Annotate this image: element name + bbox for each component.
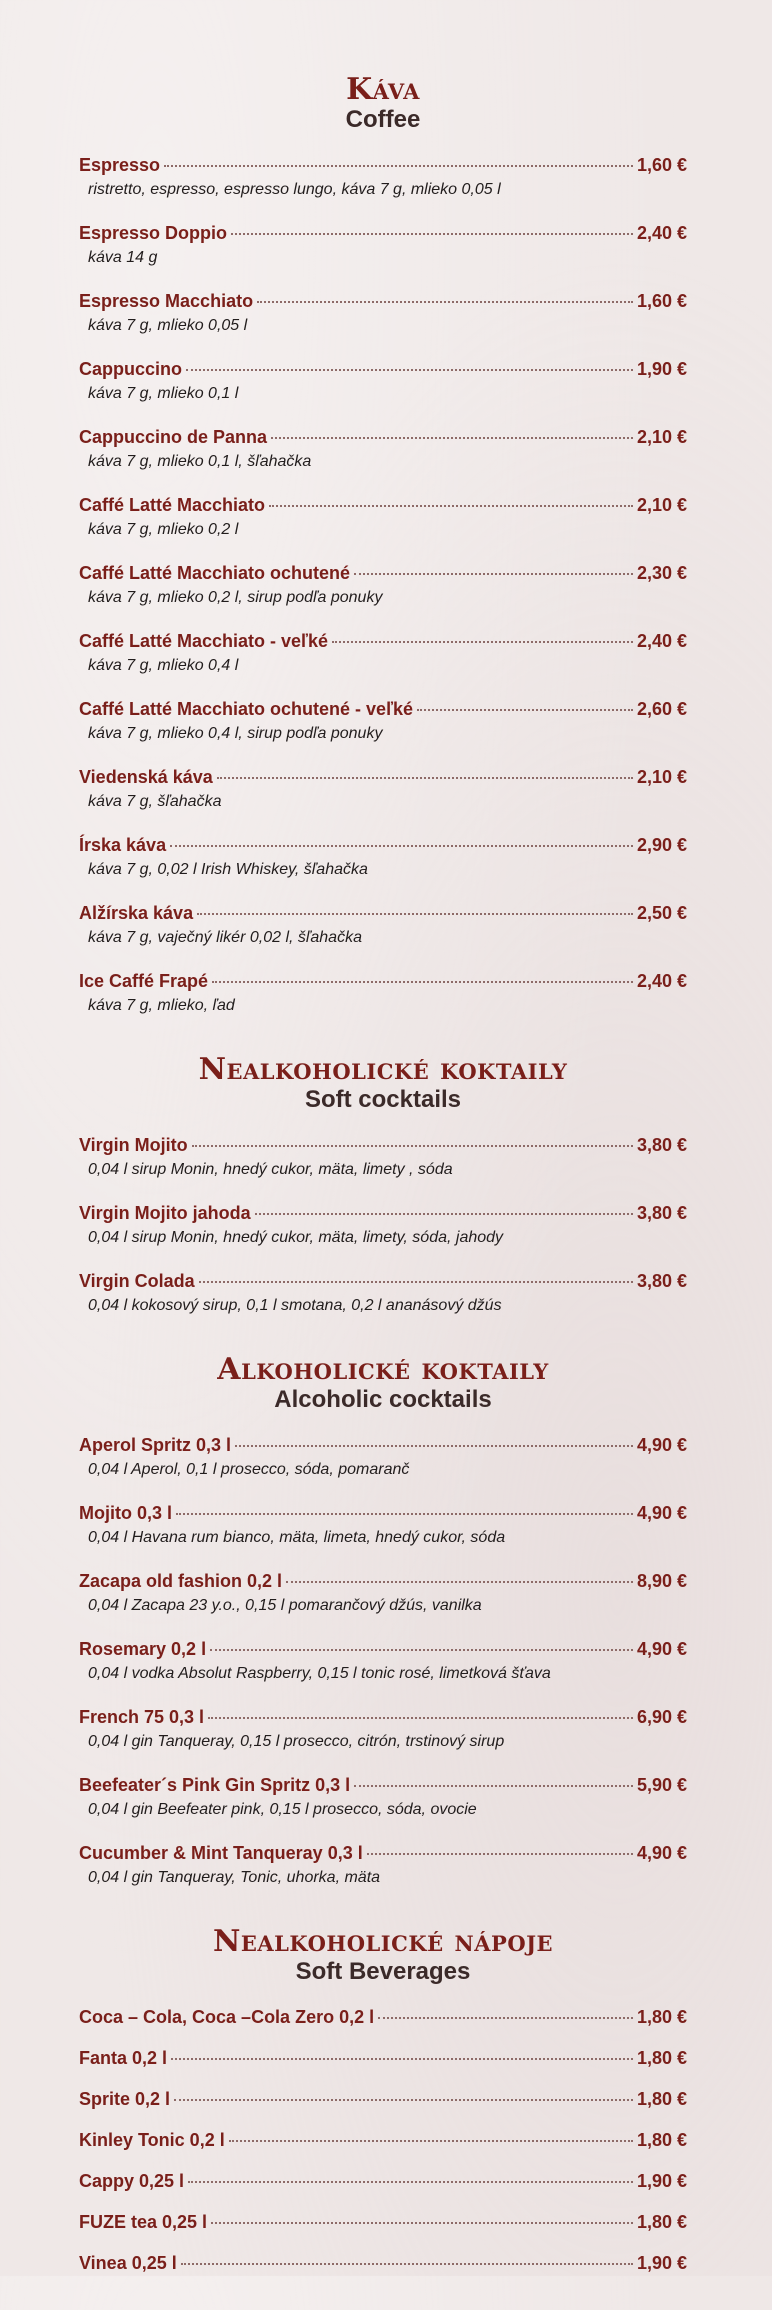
menu-item-row bbox=[79, 1134, 687, 1156]
menu-item bbox=[79, 1774, 687, 1820]
item-description: 0,04 l gin Beefeater pink, 0,15 l prosecco, sóda, ovocie bbox=[88, 1801, 477, 1818]
menu-item bbox=[79, 358, 687, 404]
menu-item-row bbox=[79, 1774, 687, 1796]
menu-item-row bbox=[79, 358, 687, 380]
item-name: Cappuccino de Panna bbox=[79, 427, 268, 447]
menu-item-row bbox=[79, 902, 687, 924]
section-title: Káva bbox=[346, 72, 420, 107]
item-price: 2,40 € bbox=[636, 631, 687, 651]
menu-section bbox=[79, 1052, 687, 1316]
item-description: káva 7 g, mlieko 0,4 l, sirup podľa ponuky bbox=[88, 725, 383, 742]
menu-item bbox=[79, 1842, 687, 1888]
item-description: káva 7 g, vaječný likér 0,02 l, šľahačka bbox=[88, 929, 362, 946]
item-description: 0,04 l kokosový sirup, 0,1 l smotana, 0,2 l ananásový džús bbox=[88, 1297, 502, 1314]
dotted-leader bbox=[164, 165, 633, 167]
item-price: 1,80 € bbox=[636, 2130, 687, 2150]
dotted-leader bbox=[231, 233, 633, 235]
item-price: 4,90 € bbox=[636, 1435, 687, 1455]
item-description: 0,04 l sirup Monin, hnedý cukor, mäta, limety, sóda, jahody bbox=[88, 1229, 504, 1246]
dotted-leader bbox=[197, 913, 633, 915]
item-name: Ice Caffé Frapé bbox=[79, 971, 209, 991]
item-name: Aperol Spritz 0,3 l bbox=[79, 1435, 232, 1455]
menu-section bbox=[79, 72, 687, 1016]
menu-items bbox=[79, 2006, 687, 2274]
menu-item-row bbox=[79, 562, 687, 584]
item-description: káva 7 g, 0,02 l Irish Whiskey, šľahačka bbox=[88, 861, 368, 878]
dotted-leader bbox=[354, 1785, 633, 1787]
menu-item bbox=[79, 222, 687, 268]
item-name: Viedenská káva bbox=[79, 767, 213, 787]
menu-item bbox=[79, 834, 687, 880]
dotted-leader bbox=[171, 2058, 633, 2060]
menu-item bbox=[79, 154, 687, 200]
menu-item-row bbox=[79, 2252, 687, 2274]
menu-items bbox=[79, 1434, 687, 1888]
item-name: Virgin Mojito bbox=[79, 1135, 188, 1155]
item-description: 0,04 l sirup Monin, hnedý cukor, mäta, limety , sóda bbox=[88, 1161, 453, 1178]
menu-item-row bbox=[79, 1502, 687, 1524]
menu-item-row bbox=[79, 2129, 687, 2151]
menu-item bbox=[79, 1434, 687, 1480]
dotted-leader bbox=[186, 369, 633, 371]
item-name: Caffé Latté Macchiato ochutené - veľké bbox=[79, 699, 414, 719]
menu-item-row bbox=[79, 426, 687, 448]
item-description: káva 14 g bbox=[88, 249, 158, 266]
menu-item-row bbox=[79, 1270, 687, 1292]
item-description: káva 7 g, mlieko 0,4 l bbox=[88, 657, 239, 674]
menu-item-row bbox=[79, 2211, 687, 2233]
section-heading bbox=[79, 1052, 687, 1114]
menu-item-row bbox=[79, 2047, 687, 2069]
item-description: káva 7 g, mlieko 0,05 l bbox=[88, 317, 248, 334]
dotted-leader bbox=[269, 505, 633, 507]
menu-item bbox=[79, 1570, 687, 1616]
section-title: Nealkoholické koktaily bbox=[198, 1052, 568, 1087]
menu-items bbox=[79, 1134, 687, 1316]
menu-item bbox=[79, 562, 687, 608]
menu-item bbox=[79, 494, 687, 540]
section-heading bbox=[79, 1924, 687, 1986]
dotted-leader bbox=[217, 777, 633, 779]
menu-item-row bbox=[79, 970, 687, 992]
menu-section bbox=[79, 1352, 687, 1888]
item-price: 1,90 € bbox=[636, 359, 687, 379]
section-heading bbox=[79, 1352, 687, 1414]
menu-item bbox=[79, 1502, 687, 1548]
item-description: 0,04 l Havana rum bianco, mäta, limeta, hnedý cukor, sóda bbox=[88, 1529, 506, 1546]
item-name: Zacapa old fashion 0,2 l bbox=[79, 1571, 283, 1591]
dotted-leader bbox=[181, 2263, 633, 2265]
dotted-leader bbox=[257, 301, 633, 303]
item-description: káva 7 g, šľahačka bbox=[88, 793, 222, 810]
dotted-leader bbox=[229, 2140, 633, 2142]
menu-item bbox=[79, 2129, 687, 2151]
dotted-leader bbox=[378, 2017, 633, 2019]
item-description: káva 7 g, mlieko 0,2 l, sirup podľa ponuky bbox=[88, 589, 383, 606]
drinks-menu bbox=[79, 72, 687, 2310]
item-price: 1,90 € bbox=[636, 2253, 687, 2273]
item-name: Fanta 0,2 l bbox=[79, 2048, 168, 2068]
menu-items bbox=[79, 154, 687, 1016]
item-price: 1,80 € bbox=[636, 2048, 687, 2068]
dotted-leader bbox=[212, 981, 633, 983]
item-name: Cappuccino bbox=[79, 359, 183, 379]
menu-item bbox=[79, 698, 687, 744]
menu-item-row bbox=[79, 494, 687, 516]
menu-item bbox=[79, 630, 687, 676]
dotted-leader bbox=[255, 1213, 633, 1215]
item-description: káva 7 g, mlieko 0,1 l bbox=[88, 385, 239, 402]
item-price: 2,10 € bbox=[636, 767, 687, 787]
item-price: 1,80 € bbox=[636, 2212, 687, 2232]
item-name: Kinley Tonic 0,2 l bbox=[79, 2130, 225, 2150]
item-price: 2,10 € bbox=[636, 427, 687, 447]
dotted-leader bbox=[170, 845, 633, 847]
menu-item-row bbox=[79, 834, 687, 856]
item-name: Coca – Cola, Coca –Cola Zero 0,2 l bbox=[79, 2007, 375, 2027]
dotted-leader bbox=[271, 437, 633, 439]
menu-item bbox=[79, 1202, 687, 1248]
item-name: Caffé Latté Macchiato ochutené bbox=[79, 563, 351, 583]
item-price: 1,80 € bbox=[636, 2007, 687, 2027]
item-name: Mojito 0,3 l bbox=[79, 1503, 173, 1523]
section-subtitle: Alcoholic cocktails bbox=[274, 1386, 492, 1413]
item-price: 2,60 € bbox=[636, 699, 687, 719]
item-price: 2,40 € bbox=[636, 223, 687, 243]
item-name: Írska káva bbox=[79, 835, 167, 855]
dotted-leader bbox=[211, 2222, 633, 2224]
menu-item bbox=[79, 290, 687, 336]
item-name: French 75 0,3 l bbox=[79, 1707, 205, 1727]
dotted-leader bbox=[192, 1145, 633, 1147]
item-name: Alžírska káva bbox=[79, 903, 194, 923]
menu-item bbox=[79, 2047, 687, 2069]
dotted-leader bbox=[417, 709, 633, 711]
section-subtitle: Soft Beverages bbox=[295, 1958, 471, 1985]
item-name: FUZE tea 0,25 l bbox=[79, 2212, 208, 2232]
item-name: Cucumber & Mint Tanqueray 0,3 l bbox=[79, 1843, 363, 1863]
item-description: 0,04 l Zacapa 23 y.o., 0,15 l pomarančový džús, vanilka bbox=[88, 1597, 482, 1614]
item-description: káva 7 g, mlieko 0,2 l bbox=[88, 521, 239, 538]
item-description: 0,04 l Aperol, 0,1 l prosecco, sóda, pomaranč bbox=[88, 1461, 410, 1478]
item-description: ristretto, espresso, espresso lungo, káva 7 g, mlieko 0,05 l bbox=[88, 181, 501, 198]
item-description: 0,04 l vodka Absolut Raspberry, 0,15 l tonic rosé, limetková šťava bbox=[88, 1665, 551, 1682]
menu-item bbox=[79, 766, 687, 812]
item-description: 0,04 l gin Tanqueray, 0,15 l prosecco, citrón, trstinový sirup bbox=[88, 1733, 505, 1750]
dotted-leader bbox=[235, 1445, 633, 1447]
item-name: Caffé Latté Macchiato bbox=[79, 495, 266, 515]
item-name: Vinea 0,25 l bbox=[79, 2253, 177, 2273]
item-price: 2,90 € bbox=[636, 835, 687, 855]
item-price: 4,90 € bbox=[636, 1639, 687, 1659]
item-price: 4,90 € bbox=[636, 1503, 687, 1523]
section-subtitle: Coffee bbox=[345, 106, 421, 133]
menu-item bbox=[79, 2252, 687, 2274]
item-price: 3,80 € bbox=[636, 1203, 687, 1223]
menu-item-row bbox=[79, 2170, 687, 2192]
item-price: 2,40 € bbox=[636, 971, 687, 991]
menu-item bbox=[79, 2211, 687, 2233]
menu-item-row bbox=[79, 290, 687, 312]
menu-item-row bbox=[79, 222, 687, 244]
item-price: 2,30 € bbox=[636, 563, 687, 583]
menu-item bbox=[79, 426, 687, 472]
item-price: 2,50 € bbox=[636, 903, 687, 923]
item-price: 3,80 € bbox=[636, 1271, 687, 1291]
dotted-leader bbox=[332, 641, 633, 643]
item-name: Beefeater´s Pink Gin Spritz 0,3 l bbox=[79, 1775, 351, 1795]
item-price: 3,80 € bbox=[636, 1135, 687, 1155]
section-title: Nealkoholické nápoje bbox=[212, 1924, 554, 1959]
menu-item-row bbox=[79, 630, 687, 652]
item-name: Caffé Latté Macchiato - veľké bbox=[79, 631, 329, 651]
item-price: 1,90 € bbox=[636, 2171, 687, 2191]
section-heading bbox=[79, 72, 687, 134]
item-name: Virgin Colada bbox=[79, 1271, 195, 1291]
dotted-leader bbox=[199, 1281, 633, 1283]
item-name: Sprite 0,2 l bbox=[79, 2089, 171, 2109]
item-name: Espresso Macchiato bbox=[79, 291, 254, 311]
menu-item bbox=[79, 2088, 687, 2110]
dotted-leader bbox=[286, 1581, 633, 1583]
menu-item bbox=[79, 1638, 687, 1684]
item-description: káva 7 g, mlieko 0,1 l, šľahačka bbox=[88, 453, 312, 470]
menu-item bbox=[79, 1270, 687, 1316]
item-price: 1,80 € bbox=[636, 2089, 687, 2109]
item-price: 1,60 € bbox=[636, 291, 687, 311]
dotted-leader bbox=[208, 1717, 633, 1719]
dotted-leader bbox=[367, 1853, 633, 1855]
menu-item-row bbox=[79, 1706, 687, 1728]
menu-item bbox=[79, 970, 687, 1016]
dotted-leader bbox=[210, 1649, 633, 1651]
item-price: 2,10 € bbox=[636, 495, 687, 515]
menu-item-row bbox=[79, 1434, 687, 1456]
menu-item bbox=[79, 2006, 687, 2028]
item-description: káva 7 g, mlieko, ľad bbox=[88, 997, 235, 1014]
item-name: Rosemary 0,2 l bbox=[79, 1639, 207, 1659]
menu-item-row bbox=[79, 2006, 687, 2028]
item-name: Virgin Mojito jahoda bbox=[79, 1203, 251, 1223]
item-price: 4,90 € bbox=[636, 1843, 687, 1863]
dotted-leader bbox=[188, 2181, 633, 2183]
menu-item bbox=[79, 2170, 687, 2192]
menu-item bbox=[79, 1134, 687, 1180]
menu-item-row bbox=[79, 1202, 687, 1224]
menu-item-row bbox=[79, 1570, 687, 1592]
menu-item-row bbox=[79, 2088, 687, 2110]
item-price: 6,90 € bbox=[636, 1707, 687, 1727]
item-price: 8,90 € bbox=[636, 1571, 687, 1591]
menu-item-row bbox=[79, 766, 687, 788]
menu-item-row bbox=[79, 1842, 687, 1864]
dotted-leader bbox=[176, 1513, 633, 1515]
dotted-leader bbox=[354, 573, 633, 575]
menu-item bbox=[79, 902, 687, 948]
item-description: 0,04 l gin Tanqueray, Tonic, uhorka, mäta bbox=[88, 1869, 381, 1886]
menu-item bbox=[79, 1706, 687, 1752]
item-name: Espresso bbox=[79, 155, 161, 175]
dotted-leader bbox=[174, 2099, 633, 2101]
item-price: 5,90 € bbox=[636, 1775, 687, 1795]
item-name: Cappy 0,25 l bbox=[79, 2171, 185, 2191]
item-name: Espresso Doppio bbox=[79, 223, 228, 243]
menu-section bbox=[79, 1924, 687, 2274]
section-subtitle: Soft cocktails bbox=[304, 1086, 462, 1113]
menu-item-row bbox=[79, 154, 687, 176]
menu-item-row bbox=[79, 698, 687, 720]
item-price: 1,60 € bbox=[636, 155, 687, 175]
section-title: Alkoholické koktaily bbox=[217, 1352, 549, 1387]
menu-item-row bbox=[79, 1638, 687, 1660]
